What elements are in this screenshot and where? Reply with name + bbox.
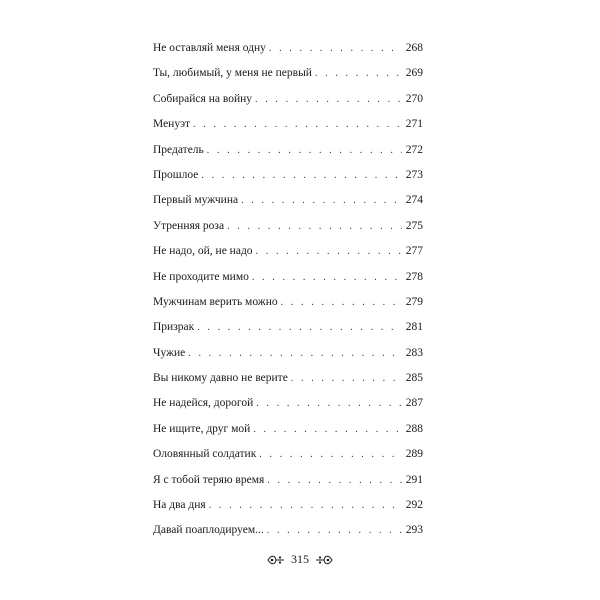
toc-entry — [153, 38, 423, 63]
toc-entry-page: 283 — [405, 346, 423, 359]
page-number: 315 — [291, 552, 309, 566]
dot-leader — [207, 141, 402, 161]
toc-entry-title: Утренняя роза — [153, 219, 225, 232]
toc-entry — [153, 267, 423, 292]
toc-entry — [153, 89, 423, 114]
toc-entry — [153, 216, 423, 241]
dot-leader — [227, 217, 402, 237]
dot-leader — [253, 420, 401, 440]
toc-entry-page: 279 — [405, 295, 423, 308]
toc-entry — [153, 343, 423, 368]
toc-entry-title: Не оставляй меня одну — [153, 42, 266, 54]
fleuron-icon — [315, 554, 333, 566]
toc-entry-page: 287 — [405, 397, 423, 410]
toc-entry-title: Призрак — [153, 321, 195, 334]
toc-entry-title: Прошлое — [153, 168, 199, 181]
toc-entry-page: 291 — [405, 473, 423, 486]
toc-entry — [153, 520, 423, 545]
toc-entry-title: На два дня — [153, 499, 206, 512]
toc-entry-title: Оловянный солдатик — [153, 448, 257, 461]
toc-entry-title: Первый мужчина — [153, 194, 239, 207]
dot-leader — [267, 471, 401, 491]
toc-entry-page: 272 — [405, 143, 423, 156]
toc-entry-page: 288 — [405, 422, 423, 435]
toc-entry — [153, 165, 423, 190]
toc-entry-page: 269 — [405, 67, 423, 80]
toc-entry — [153, 292, 423, 317]
toc-entry — [153, 368, 423, 393]
toc-entry — [153, 140, 423, 165]
toc-entry-title: Давай поаплодируем... — [153, 524, 264, 537]
dot-leader — [269, 39, 402, 59]
fleuron-icon — [267, 554, 285, 566]
dot-leader — [281, 293, 402, 313]
dot-leader — [256, 242, 402, 262]
toc-entry-title: Менуэт — [153, 118, 191, 131]
toc-entry — [153, 419, 423, 444]
toc-entry-page: 275 — [405, 219, 423, 232]
toc-entry-page: 281 — [405, 321, 423, 334]
toc-entry-page: 277 — [405, 245, 423, 258]
toc-entry — [153, 393, 423, 418]
dot-leader — [259, 445, 401, 465]
toc-entry-title: Собирайся на войну — [153, 92, 252, 105]
dot-leader — [197, 318, 402, 338]
toc-entry-page: 292 — [405, 499, 423, 512]
toc-entry-title: Не надо, ой, не надо — [153, 245, 253, 258]
toc-entry-page: 273 — [405, 168, 423, 181]
toc-entry-page: 274 — [405, 194, 423, 207]
dot-leader — [267, 521, 402, 541]
toc-entry-page: 278 — [405, 270, 423, 283]
toc-entry-page: 285 — [405, 372, 423, 385]
toc-entry-title: Не ищите, друг мой — [153, 422, 251, 435]
toc-entry — [153, 241, 423, 266]
toc-entry-title: Не надейся, дорогой — [153, 397, 254, 410]
toc-entry-title: Ты, любимый, у меня не первый — [153, 67, 312, 80]
toc-entry-page: 271 — [405, 118, 423, 131]
toc-entry-title: Предатель — [153, 143, 204, 156]
toc-entry-title: Вы никому давно не верите — [153, 372, 288, 385]
toc-entry — [153, 63, 423, 88]
dot-leader — [255, 90, 402, 110]
toc-entry-page: 268 — [405, 42, 423, 54]
toc-entry — [153, 495, 423, 520]
dot-leader — [209, 496, 402, 516]
dot-leader — [315, 64, 402, 84]
toc-entry-page: 293 — [405, 524, 423, 537]
toc-entry — [153, 444, 423, 469]
toc-entry-title: Не проходите мимо — [153, 270, 249, 283]
dot-leader — [241, 191, 402, 211]
toc-entry — [153, 470, 423, 495]
dot-leader — [291, 369, 402, 389]
toc-entry-title: Мужчинам верить можно — [153, 295, 278, 308]
page-footer — [0, 552, 600, 567]
dot-leader — [201, 166, 401, 186]
toc-entry-page: 270 — [405, 92, 423, 105]
dot-leader — [188, 344, 401, 364]
toc-entry — [153, 190, 423, 215]
toc-entry-page: 289 — [405, 448, 423, 461]
dot-leader — [252, 268, 402, 288]
toc-entry — [153, 317, 423, 342]
toc-entry-title: Я с тобой теряю время — [153, 473, 265, 486]
toc-entry — [153, 114, 423, 139]
table-of-contents — [153, 38, 423, 546]
toc-entry-title: Чужие — [153, 346, 186, 359]
dot-leader — [256, 394, 402, 414]
dot-leader — [193, 115, 402, 135]
